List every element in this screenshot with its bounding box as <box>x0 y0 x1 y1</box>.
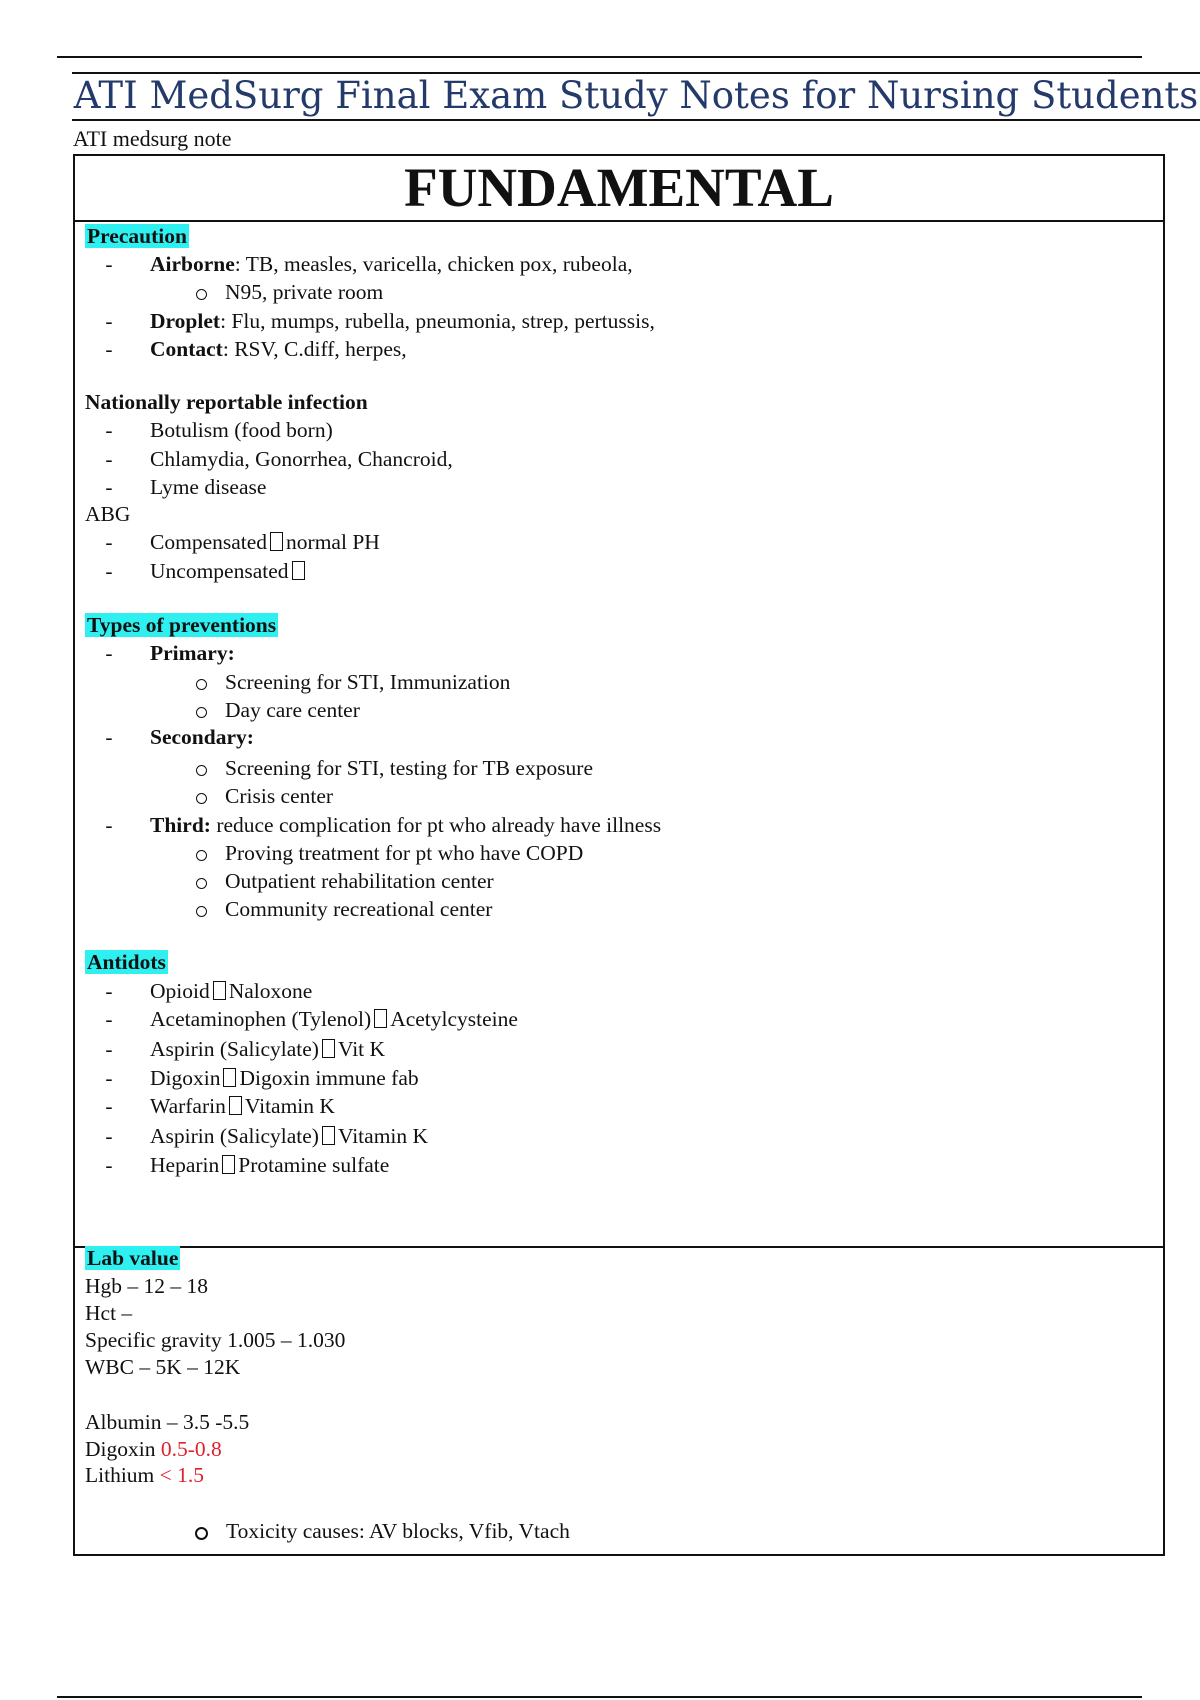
circle-bullet-icon <box>196 793 207 804</box>
dash-bullet: - <box>105 309 113 333</box>
missing-glyph-icon <box>374 1009 387 1028</box>
circle-bullet-icon <box>196 765 207 776</box>
list-item-droplet: - Droplet: Flu, mumps, rubella, pneumonia, strep, pertussis, <box>95 307 655 335</box>
missing-glyph-icon <box>322 1039 335 1058</box>
lab-heading: Lab value <box>87 1246 179 1270</box>
list-item: - Botulism (food born) <box>105 418 333 442</box>
list-item-sub: Proving treatment for pt who have COPD <box>196 839 583 867</box>
lab-hgb: Hgb – 12 – 18 <box>85 1274 209 1298</box>
list-item-sub: Outpatient rehabilitation center <box>196 867 494 895</box>
lab-value-section <box>73 1244 1165 1556</box>
list-item-primary: - Primary: <box>105 641 235 665</box>
missing-glyph-icon <box>229 1096 242 1115</box>
top-rule <box>57 56 1142 58</box>
lab-lithium: Lithium < 1.5 <box>85 1463 205 1487</box>
list-item-compensated: - Compensated normal PH <box>105 530 380 554</box>
circle-bullet-icon <box>196 289 207 300</box>
antidotes-heading: Antidots <box>87 950 166 974</box>
list-item-sub: Day care center <box>196 696 360 724</box>
antidote-item: - Heparin Protamine sulfate <box>105 1153 390 1177</box>
list-item-sub: Community recreational center <box>196 895 492 923</box>
fundamental-section <box>73 154 1165 1248</box>
missing-glyph-icon <box>292 561 305 580</box>
circle-bullet-icon <box>196 878 207 889</box>
list-item-airborne-sub: N95, private room <box>196 278 383 306</box>
preventions-heading: Types of preventions <box>87 613 277 637</box>
bottom-rule <box>57 1696 1142 1698</box>
circle-bullet-icon <box>196 679 207 690</box>
missing-glyph-icon <box>322 1126 335 1145</box>
list-item: - Lyme disease <box>105 475 267 499</box>
list-item-sub: Crisis center <box>196 782 333 810</box>
missing-glyph-icon <box>223 1068 236 1087</box>
list-item-third: - Third: reduce complication for pt who already have illness <box>105 813 662 837</box>
lab-toxicity: Toxicity causes: AV blocks, Vfib, Vtach <box>195 1517 570 1545</box>
antidote-item: - Aspirin (Salicylate) Vitamin K <box>105 1124 429 1148</box>
list-item-secondary: - Secondary: <box>105 725 254 749</box>
antidote-item: - Opioid Naloxone <box>105 979 313 1003</box>
precaution-heading: Precaution <box>87 224 187 248</box>
document-subtitle: ATI medsurg note <box>73 126 232 151</box>
list-item: - Chlamydia, Gonorrhea, Chancroid, <box>105 447 453 471</box>
lab-wbc: WBC – 5K – 12K <box>85 1355 241 1379</box>
abg-heading: ABG <box>85 502 131 526</box>
circle-bullet-icon <box>196 850 207 861</box>
antidote-item: - Warfarin Vitamin K <box>105 1094 335 1118</box>
reportable-heading: Nationally reportable infection <box>85 390 368 414</box>
lab-albumin: Albumin – 3.5 -5.5 <box>85 1410 250 1434</box>
section-heading: FUNDAMENTAL <box>75 156 1163 222</box>
document-title: ATI MedSurg Final Exam Study Notes for Nursing Students <box>73 74 1199 117</box>
list-item-contact: - Contact: RSV, C.diff, herpes, <box>95 335 407 363</box>
antidote-item: - Aspirin (Salicylate) Vit K <box>105 1037 386 1061</box>
title-rule-bottom <box>72 119 1200 121</box>
dash-bullet: - <box>105 337 113 361</box>
circle-bullet-icon <box>195 1527 208 1540</box>
list-item-uncompensated: - Uncompensated <box>95 557 308 585</box>
missing-glyph-icon <box>213 981 226 1000</box>
antidote-item: - Digoxin Digoxin immune fab <box>105 1066 419 1090</box>
list-item-airborne: - Airborne: TB, measles, varicella, chicken pox, rubeola, <box>95 250 633 278</box>
lab-specific-gravity: Specific gravity 1.005 – 1.030 <box>85 1328 346 1352</box>
list-item-sub: Screening for STI, Immunization <box>196 668 510 696</box>
lab-hct: Hct – <box>85 1301 133 1325</box>
list-item-sub: Screening for STI, testing for TB exposure <box>196 754 593 782</box>
circle-bullet-icon <box>196 707 207 718</box>
missing-glyph-icon <box>270 532 283 551</box>
circle-bullet-icon <box>196 906 207 917</box>
antidote-item: - Acetaminophen (Tylenol) Acetylcysteine <box>105 1007 518 1031</box>
missing-glyph-icon <box>222 1155 235 1174</box>
lab-digoxin: Digoxin 0.5-0.8 <box>85 1437 222 1461</box>
dash-bullet: - <box>105 252 113 276</box>
